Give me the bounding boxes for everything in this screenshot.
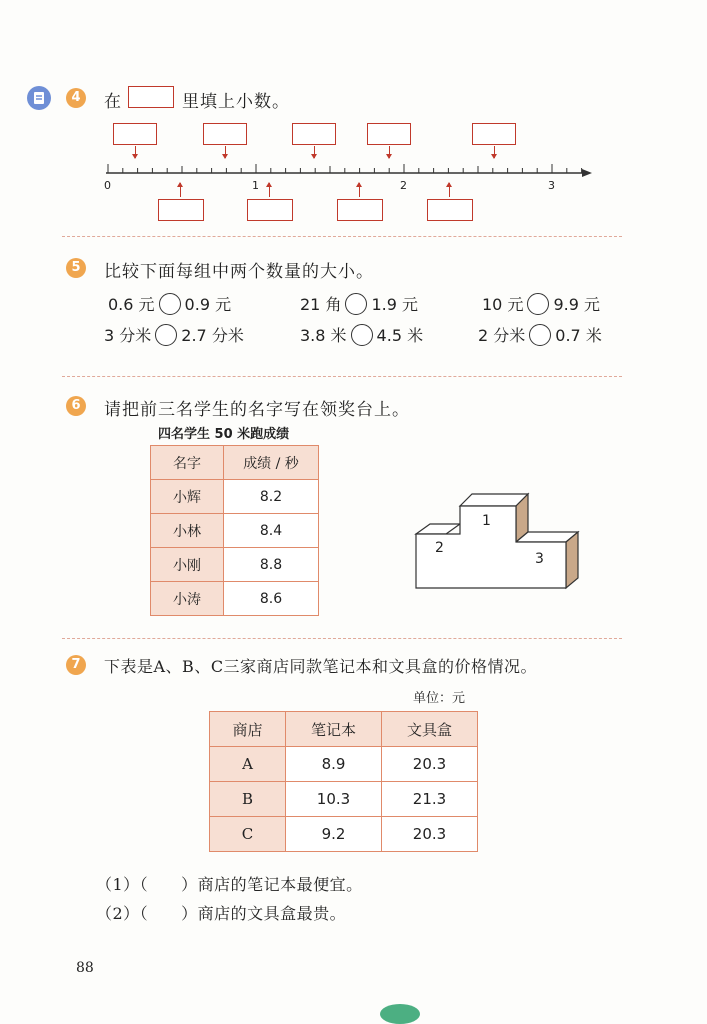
table-row xyxy=(151,548,319,582)
pointer-arrow xyxy=(269,183,270,197)
compare-circle[interactable] xyxy=(345,293,367,315)
column-header: 笔记本 xyxy=(286,712,382,747)
comparison-pair xyxy=(482,292,600,315)
left-quantity: 3.8 米 xyxy=(300,326,347,345)
question-number-badge: 5 xyxy=(66,258,86,278)
compare-circle[interactable] xyxy=(527,293,549,315)
right-quantity: 1.9 元 xyxy=(371,295,418,314)
pointer-arrow xyxy=(180,183,181,197)
sub-question: （2）（ ）商店的文具盒最贵。 xyxy=(96,904,347,923)
compare-circle[interactable] xyxy=(351,324,373,346)
column-header: 文具盒 xyxy=(382,712,478,747)
price-table xyxy=(209,711,478,852)
store-name: C xyxy=(210,817,286,852)
store-name: A xyxy=(210,747,286,782)
axis-label: 2 xyxy=(400,179,407,192)
pointer-arrow xyxy=(225,146,226,158)
student-name: 小辉 xyxy=(151,480,224,514)
score-table xyxy=(150,445,319,616)
answer-box[interactable] xyxy=(337,199,383,221)
pointer-arrow xyxy=(389,146,390,158)
axis-label: 1 xyxy=(252,179,259,192)
question-prompt: 比较下面每组中两个数量的大小。 xyxy=(104,262,374,282)
podium-place-label: 1 xyxy=(482,513,491,529)
answer-box[interactable] xyxy=(472,123,516,145)
page-number: 88 xyxy=(76,960,94,976)
podium-place-label: 2 xyxy=(435,540,444,556)
question-prefix: 在 xyxy=(104,92,122,112)
number-line xyxy=(100,158,600,198)
answer-box[interactable] xyxy=(427,199,473,221)
table-row xyxy=(210,817,478,852)
left-quantity: 10 元 xyxy=(482,295,524,314)
right-quantity: 2.7 分米 xyxy=(181,326,244,345)
section-divider xyxy=(62,236,622,237)
section-divider xyxy=(62,638,622,639)
table-title: 四名学生 50 米跑成绩 xyxy=(158,427,290,442)
student-score: 8.6 xyxy=(224,582,319,616)
comparison-pair xyxy=(300,292,418,315)
right-quantity: 0.7 米 xyxy=(555,326,602,345)
student-score: 8.8 xyxy=(224,548,319,582)
right-quantity: 9.9 元 xyxy=(553,295,600,314)
compare-circle[interactable] xyxy=(159,293,181,315)
answer-box[interactable] xyxy=(292,123,336,145)
decorative-tab xyxy=(380,1004,420,1024)
question-number-badge: 6 xyxy=(66,396,86,416)
pencil-case-price: 20.3 xyxy=(382,747,478,782)
answer-box[interactable] xyxy=(158,199,204,221)
right-quantity: 4.5 米 xyxy=(376,326,424,345)
table-row xyxy=(151,514,319,548)
store-name: B xyxy=(210,782,286,817)
sub-question: （1）（ ）商店的笔记本最便宜。 xyxy=(96,875,363,894)
compare-circle[interactable] xyxy=(155,324,177,346)
answer-box[interactable] xyxy=(247,199,293,221)
left-quantity: 2 分米 xyxy=(478,326,526,345)
student-name: 小刚 xyxy=(151,548,224,582)
answer-box[interactable] xyxy=(367,123,411,145)
comparison-pair xyxy=(104,323,244,346)
unit-label: 单位：元 xyxy=(413,691,466,706)
table-header-row xyxy=(210,712,478,747)
question-prompt: 请把前三名学生的名字写在领奖台上。 xyxy=(104,400,410,420)
pointer-arrow xyxy=(359,183,360,197)
question-instruction: 里填上小数。 xyxy=(182,92,290,112)
left-quantity: 21 角 xyxy=(300,295,342,314)
table-row xyxy=(151,480,319,514)
textbook-icon xyxy=(27,86,51,110)
axis-label: 0 xyxy=(104,179,111,192)
axis-label: 3 xyxy=(548,179,555,192)
pencil-case-price: 20.3 xyxy=(382,817,478,852)
question-number-badge: 4 xyxy=(66,88,86,108)
answer-box[interactable] xyxy=(203,123,247,145)
comparison-pair xyxy=(300,323,423,346)
pencil-case-price: 21.3 xyxy=(382,782,478,817)
comparison-pair xyxy=(478,323,602,346)
pointer-arrow xyxy=(135,146,136,158)
example-answer-box xyxy=(128,86,174,108)
table-row xyxy=(151,582,319,616)
comparison-pair xyxy=(108,292,231,315)
right-quantity: 0.9 元 xyxy=(184,295,232,314)
pointer-arrow xyxy=(449,183,450,197)
section-divider xyxy=(62,376,622,377)
table-header-row xyxy=(151,446,319,480)
notebook-price: 9.2 xyxy=(286,817,382,852)
table-row xyxy=(210,747,478,782)
student-name: 小涛 xyxy=(151,582,224,616)
answer-box[interactable] xyxy=(113,123,157,145)
student-score: 8.2 xyxy=(224,480,319,514)
column-header: 成绩 / 秒 xyxy=(224,446,319,480)
table-row xyxy=(210,782,478,817)
student-score: 8.4 xyxy=(224,514,319,548)
pointer-arrow xyxy=(314,146,315,158)
compare-circle[interactable] xyxy=(529,324,551,346)
pointer-arrow xyxy=(494,146,495,158)
column-header: 商店 xyxy=(210,712,286,747)
column-header: 名字 xyxy=(151,446,224,480)
left-quantity: 3 分米 xyxy=(104,326,152,345)
notebook-price: 8.9 xyxy=(286,747,382,782)
notebook-price: 10.3 xyxy=(286,782,382,817)
student-name: 小林 xyxy=(151,514,224,548)
left-quantity: 0.6 元 xyxy=(108,295,155,314)
question-prompt: 下表是A、B、C三家商店同款笔记本和文具盒的价格情况。 xyxy=(104,657,538,676)
question-number-badge: 7 xyxy=(66,655,86,675)
podium-place-label: 3 xyxy=(535,551,544,567)
